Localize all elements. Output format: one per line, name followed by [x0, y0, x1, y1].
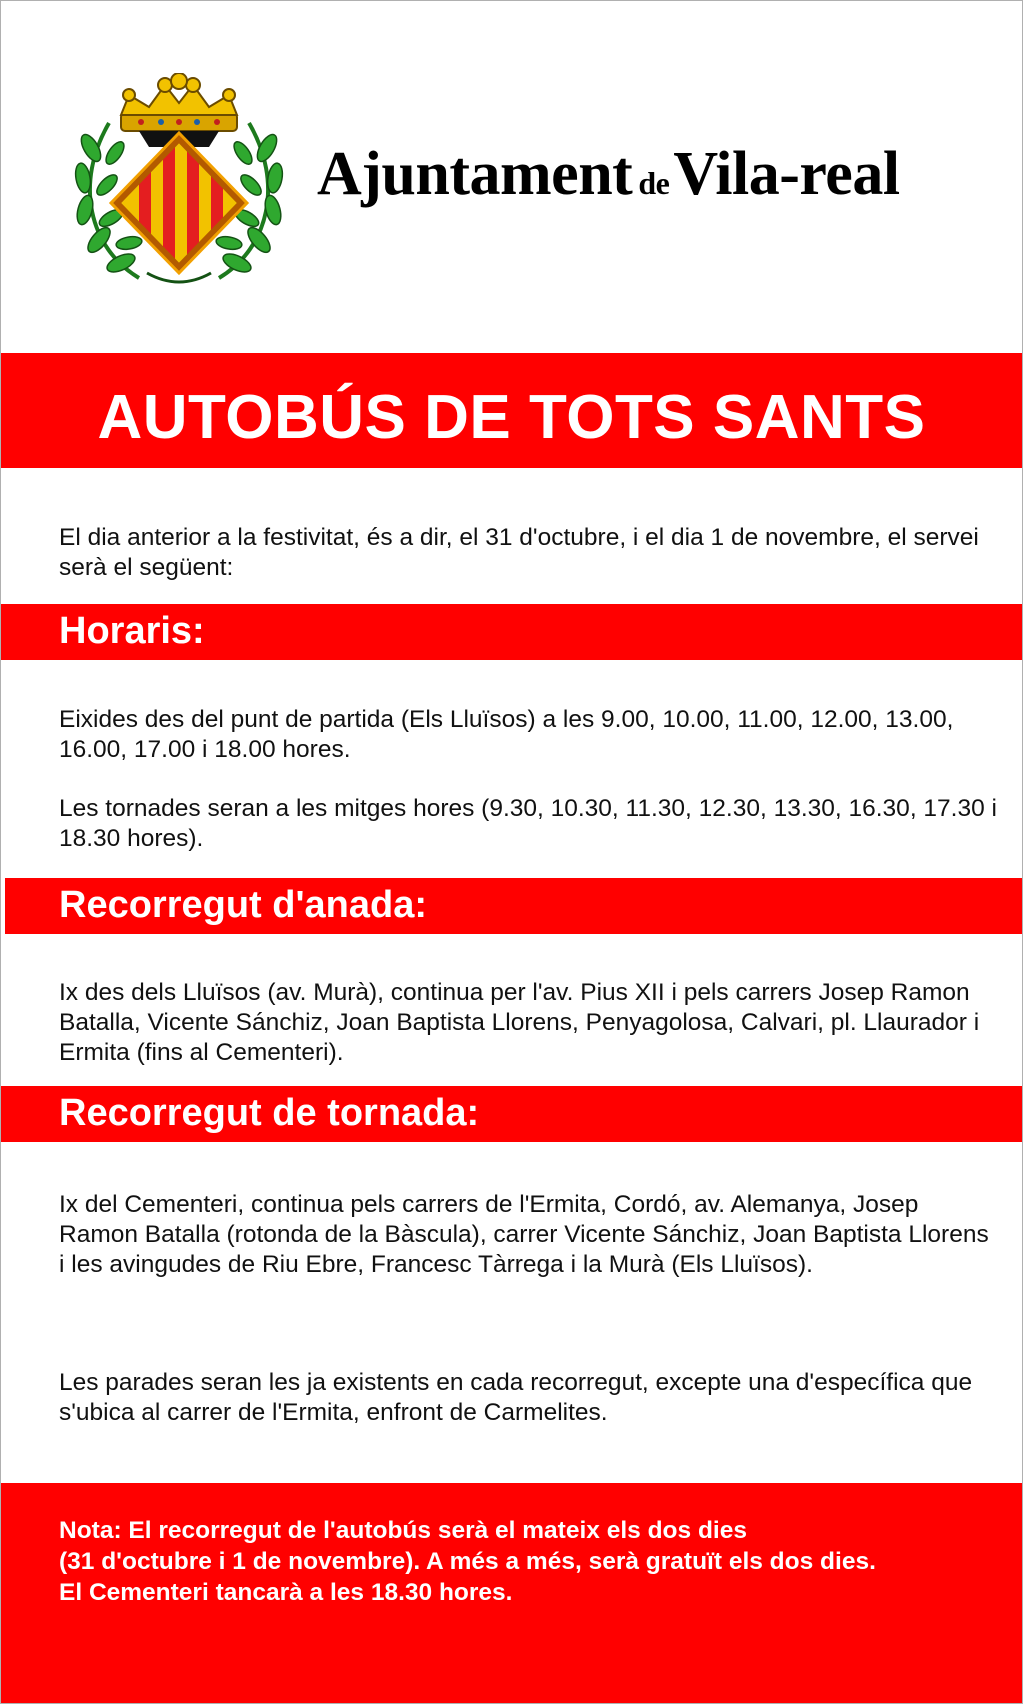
header [1, 1, 1022, 353]
nota-line2: (31 d'octubre i 1 de novembre). A més a més, serà gratuït els dos dies. [59, 1548, 876, 1575]
anada-paragraph: Ix des dels Lluïsos (av. Murà), continua per l'av. Pius XII i pels carrers Josep Ramon Batalla, Vicente Sánchiz, Joan Baptista Llorens, Penyagolosa, Calvari, pl. Llaurador i Ermita (fins al Cementeri). [59, 979, 980, 1066]
org-name-de: de [638, 165, 670, 201]
horaris-heading: Horaris: [59, 610, 205, 652]
org-name-part2: Vila-real [673, 140, 900, 208]
nota-text [59, 1515, 1009, 1608]
anada-heading: Recorregut d'anada: [59, 884, 427, 926]
page-title: AUTOBÚS DE TOTS SANTS [97, 383, 926, 452]
horaris-returns: Les tornades seran a les mitges hores (9.30, 10.30, 11.30, 12.30, 13.30, 16.30, 17.30 i 18.30 hores). [59, 795, 997, 852]
org-name-part1: Ajuntament [317, 140, 633, 208]
coat-of-arms-icon [69, 73, 289, 291]
org-name [317, 139, 900, 210]
title-band [1, 353, 1022, 468]
nota-band [1, 1483, 1022, 1703]
parades-paragraph: Les parades seran les ja existents en cada recorregut, excepte una d'específica que s'ubica al carrer de l'Ermita, enfront de Carmelites. [59, 1369, 973, 1426]
horaris-band [1, 604, 1022, 660]
nota-line1: Nota: El recorregut de l'autobús serà el mateix els dos dies [59, 1517, 747, 1544]
horaris-departures: Eixides des del punt de partida (Els Lluïsos) a les 9.00, 10.00, 11.00, 12.00, 13.00, 16.00, 17.00 i 18.00 hores. [59, 706, 954, 763]
nota-line3: El Cementeri tancarà a les 18.30 hores. [59, 1579, 513, 1606]
tornada-paragraph: Ix del Cementeri, continua pels carrers de l'Ermita, Cordó, av. Alemanya, Josep Ramon Batalla (rotonda de la Bàscula), carrer Vicente Sánchiz, Joan Baptista Llorens i les avingudes de Riu Ebre, Francesc Tàrrega i la Murà (Els Lluïsos). [59, 1191, 989, 1278]
tornada-band [1, 1086, 1022, 1142]
tornada-heading: Recorregut de tornada: [59, 1092, 480, 1134]
intro-paragraph: El dia anterior a la festivitat, és a dir, el 31 d'octubre, i el dia 1 de novembre, el servei serà el següent: [59, 524, 979, 581]
anada-band [5, 878, 1022, 934]
